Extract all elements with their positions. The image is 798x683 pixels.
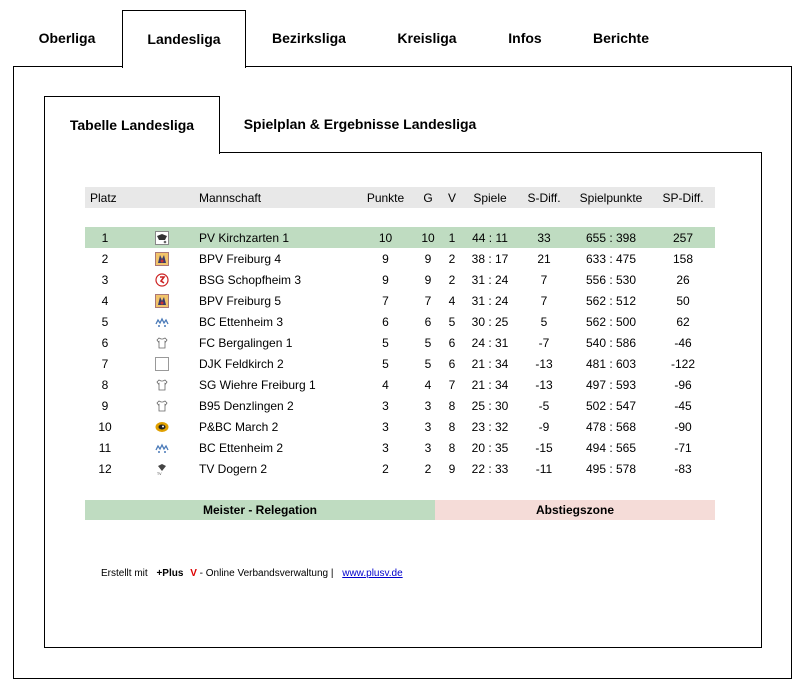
cell-spdiff: -122 [670,356,696,371]
cell-spielpunkte: 655 : 398 [571,227,651,248]
footer [101,568,403,579]
cell-spiele: 24 : 31 [471,335,509,350]
header-v: V [441,187,463,208]
cell-g: 6 [424,314,432,329]
plusv-link[interactable]: www.plusv.de [342,568,403,579]
cell-g: 5 [424,335,432,350]
cell-platz: 8 [101,377,109,392]
header-spdiff: SP-Diff. [651,187,715,208]
cell-punkte: 4 [382,377,389,392]
cell-mannschaft[interactable]: BC Ettenheim 2 [199,440,284,455]
cell-logo [125,290,199,311]
league-tabs [0,0,798,66]
cell-logo [125,458,199,479]
tv-dogern-logo [155,462,169,476]
cell-v: 8 [448,419,456,434]
cell-platz: 4 [101,293,109,308]
cell-spiele: 31 : 24 [471,272,509,287]
cell-v: 8 [448,398,456,413]
table-row [85,290,715,311]
header-logo [125,187,199,208]
cell-spdiff: -71 [674,440,692,455]
cell-sdiff: 21 [537,251,551,266]
cell-logo [125,332,199,353]
cell-spdiff: 158 [672,251,694,266]
empty-logo [155,357,169,371]
cell-punkte: 5 [382,356,389,371]
cell-punkte: 9 [382,272,389,287]
table-header-row [85,187,715,208]
header-mannschaft: Mannschaft [199,187,356,208]
cell-spielpunkte: 497 : 593 [585,377,637,392]
header-spiele: Spiele [463,187,517,208]
shirt-icon [155,336,169,350]
table-row [85,311,715,332]
cell-spdiff: 257 [651,227,715,248]
table-row [85,437,715,458]
cell-spdiff: 26 [676,272,690,287]
cell-sdiff: -13 [535,356,553,371]
cell-spiele: 23 : 32 [471,419,509,434]
cell-spdiff: -46 [674,335,692,350]
header-spielpunkte: Spielpunkte [571,187,651,208]
cell-g: 10 [415,227,441,248]
footer-plus: +Plus [156,568,184,579]
cell-platz: 9 [101,398,109,413]
cell-v: 9 [448,461,456,476]
cell-spielpunkte: 633 : 475 [585,251,637,266]
cell-platz: 7 [101,356,109,371]
cell-v: 5 [448,314,456,329]
legend-meister-relegation: Meister - Relegation [85,500,435,520]
cell-sdiff: -7 [538,335,550,350]
cell-g: 9 [424,272,432,287]
cell-mannschaft[interactable]: BC Ettenheim 3 [199,314,284,329]
table-row [85,248,715,269]
table-row [85,269,715,290]
footer-prefix: Erstellt mit [101,568,148,579]
cell-mannschaft[interactable]: BPV Freiburg 4 [199,251,282,266]
cell-g: 5 [424,356,432,371]
cell-spdiff: -90 [674,419,692,434]
pbc-march-logo [155,420,169,434]
cell-spiele: 21 : 34 [471,356,509,371]
table-row [85,332,715,353]
cell-spielpunkte: 562 : 500 [585,314,637,329]
cell-spielpunkte: 562 : 512 [585,293,637,308]
cell-logo [125,269,199,290]
tab-tabelle-landesliga[interactable]: Tabelle Landesliga [44,96,220,154]
cell-g: 3 [424,398,432,413]
cell-spiele: 44 : 11 [463,227,517,248]
cell-platz: 5 [101,314,109,329]
cell-g: 4 [424,377,432,392]
cell-mannschaft[interactable]: SG Wiehre Freiburg 1 [199,377,316,392]
shirt-icon [155,378,169,392]
table-row [85,353,715,374]
cell-mannschaft[interactable]: PV Kirchzarten 1 [199,227,356,248]
cell-punkte: 7 [382,293,389,308]
table-row [85,416,715,437]
tab-kreisliga[interactable]: Kreisliga [397,30,457,46]
cell-spdiff: -45 [674,398,692,413]
footer-suffix: - Online Verbandsverwaltung | [199,568,334,579]
header-punkte: Punkte [356,187,415,208]
cell-v: 6 [448,356,456,371]
cell-g: 3 [424,440,432,455]
cell-spdiff: -83 [674,461,692,476]
tab-spielplan-ergebnisse[interactable]: Spielplan & Ergebnisse Landesliga [243,116,477,132]
cell-sdiff: 5 [540,314,548,329]
cell-platz: 10 [98,419,112,434]
cell-sdiff: -5 [538,398,550,413]
cell-logo [125,395,199,416]
cell-logo [125,227,199,248]
cell-punkte: 3 [382,419,389,434]
cell-logo [125,248,199,269]
cell-v: 6 [448,335,456,350]
bpv-freiburg-logo [155,294,169,308]
cell-mannschaft[interactable]: FC Bergalingen 1 [199,335,293,350]
bpv-freiburg-logo [155,252,169,266]
cell-sdiff: -15 [535,440,553,455]
cell-spielpunkte: 494 : 565 [585,440,637,455]
cell-platz: 2 [101,251,109,266]
cell-mannschaft[interactable]: BPV Freiburg 5 [199,293,282,308]
cell-sdiff: 33 [517,227,571,248]
cell-spielpunkte: 540 : 586 [585,335,637,350]
cell-v: 2 [448,272,456,287]
header-sdiff: S-Diff. [517,187,571,208]
cell-mannschaft[interactable]: P&BC March 2 [199,419,279,434]
cell-platz: 3 [101,272,109,287]
cell-platz: 1 [85,227,125,248]
cell-mannschaft[interactable]: DJK Feldkirch 2 [199,356,284,371]
cell-punkte: 10 [356,227,415,248]
table-row [85,458,715,479]
cell-spdiff: 62 [676,314,690,329]
cell-v: 4 [448,293,456,308]
cell-g: 9 [424,251,432,266]
shirt-icon [155,399,169,413]
cell-punkte: 2 [382,461,389,476]
cell-v: 8 [448,440,456,455]
cell-sdiff: -9 [538,419,550,434]
cell-punkte: 3 [382,398,389,413]
cell-sdiff: 7 [540,272,548,287]
cell-spiele: 25 : 30 [471,398,509,413]
header-g: G [415,187,441,208]
cell-platz: 12 [98,461,112,476]
cell-sdiff: 7 [540,293,548,308]
bc-ettenheim-logo [155,441,169,455]
cell-logo [125,374,199,395]
cell-logo [125,437,199,458]
cell-spiele: 38 : 17 [471,251,509,266]
league-table [85,187,715,479]
cell-g: 2 [424,461,432,476]
cell-g: 3 [424,419,432,434]
tab-bezirksliga[interactable]: Bezirksliga [272,30,346,46]
cell-spiele: 20 : 35 [471,440,509,455]
cell-spiele: 31 : 24 [471,293,509,308]
cell-v: 1 [441,227,463,248]
table-row [85,395,715,416]
cell-sdiff: -11 [535,461,553,476]
svg-text:TV: TV [157,471,162,476]
legend-abstiegszone: Abstiegszone [435,500,715,520]
table-row [85,374,715,395]
bsg-schopfheim-logo [155,273,169,287]
cell-sdiff: -13 [535,377,553,392]
tab-infos[interactable]: Infos [508,30,542,46]
tab-berichte[interactable]: Berichte [592,30,650,46]
legend [85,500,715,520]
cell-v: 7 [448,377,456,392]
cell-punkte: 6 [382,314,389,329]
header-platz: Platz [85,187,125,208]
cell-spiele: 21 : 34 [471,377,509,392]
tab-landesliga[interactable]: Landesliga [122,10,246,68]
cell-punkte: 3 [382,440,389,455]
cell-punkte: 9 [382,251,389,266]
cell-logo [125,416,199,437]
cell-spielpunkte: 478 : 568 [585,419,637,434]
cell-mannschaft[interactable]: TV Dogern 2 [199,461,268,476]
cell-spielpunkte: 556 : 530 [585,272,637,287]
cell-logo [125,311,199,332]
cell-spiele: 30 : 25 [471,314,509,329]
table-row [85,227,715,248]
cell-spiele: 22 : 33 [471,461,509,476]
cell-spielpunkte: 481 : 603 [585,356,637,371]
pv-kirchzarten-logo [155,231,169,245]
cell-mannschaft[interactable]: BSG Schopfheim 3 [199,272,302,287]
cell-platz: 11 [98,440,112,455]
cell-g: 7 [424,293,432,308]
cell-platz: 6 [101,335,109,350]
footer-v: V [190,568,197,579]
cell-mannschaft[interactable]: B95 Denzlingen 2 [199,398,294,413]
cell-spdiff: 50 [676,293,690,308]
cell-spielpunkte: 495 : 578 [585,461,637,476]
cell-logo [125,353,199,374]
tab-oberliga[interactable]: Oberliga [38,30,96,46]
bc-ettenheim-logo [155,315,169,329]
cell-spielpunkte: 502 : 547 [585,398,637,413]
cell-spdiff: -96 [674,377,692,392]
cell-v: 2 [448,251,456,266]
cell-punkte: 5 [382,335,389,350]
